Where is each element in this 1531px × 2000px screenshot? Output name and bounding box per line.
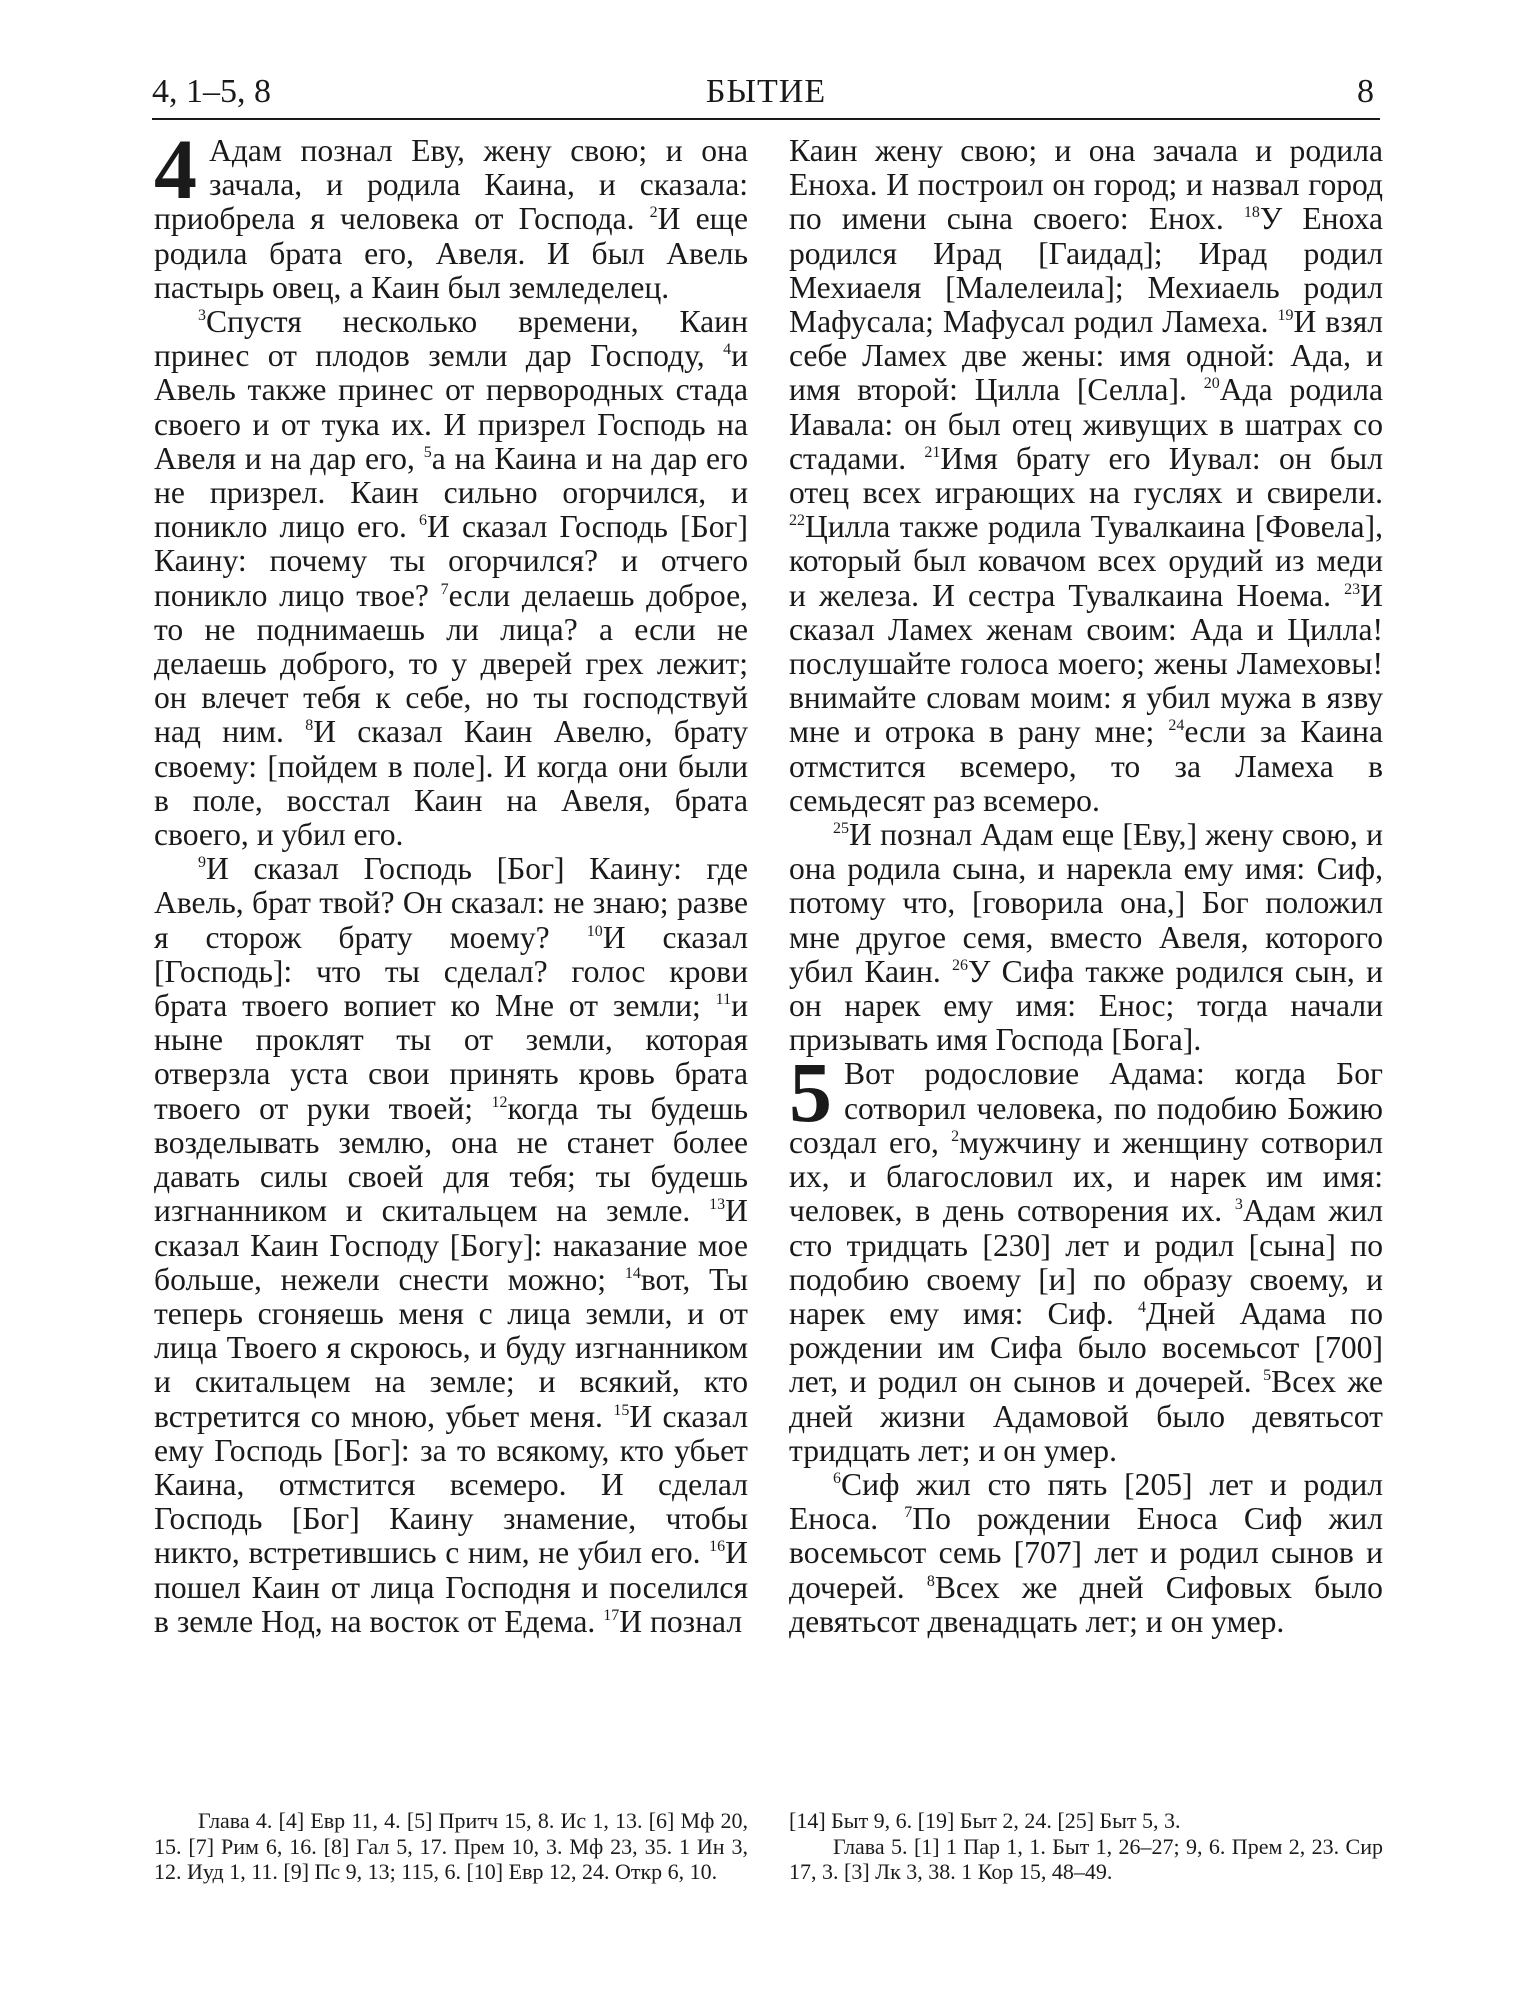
verse-number: 7	[440, 580, 449, 598]
verse-number: 19	[1277, 307, 1294, 325]
paragraph	[154, 305, 748, 852]
paragraph	[789, 1044, 1383, 1468]
verse-text: Сиф жил сто пять [205] лет и родил Еноса.	[789, 1466, 1383, 1537]
verse-text: По рождении Еноса Сиф жил восемьсот семь [707] лет и родил сынов и дочерей.	[789, 1501, 1383, 1605]
verse-text: И познал Адам еще [Еву,] жену свою, и она родила сына, и нарекла ему имя: Сиф, потому что, [говорила она,] Бог положил мне другое семя, вместо Авеля, которого убил Каин.	[789, 817, 1383, 989]
verse-text: И сказал [Господь]: что ты сделал? голос крови брата твоего вопиет ко Мне от земли;	[154, 919, 748, 1024]
verse-number: 14	[624, 1264, 641, 1282]
verse-number: 5	[423, 443, 432, 461]
right-text-column	[789, 134, 1383, 1639]
verse-text: Всех же дней жизни Адамовой было девятьсот тридцать лет; и он умер.	[789, 1364, 1383, 1468]
right-cross-references	[789, 1808, 1383, 1885]
verse-text: если за Каина отмстится всемеро, то за Ламеха в семьдесят раз всемеро.	[789, 714, 1383, 818]
verse-text: Ада родила Иавала: он был отец живущих в шатрах со стадами.	[789, 372, 1383, 476]
verse-text: Всех же дней Сифовых было девятьсот двенадцать лет; и он умер.	[789, 1569, 1383, 1639]
verse-number: 6	[833, 1469, 841, 1487]
verse-text: и ныне проклят ты от земли, которая отверзла уста свои принять кровь брата твоего от руки твоей;	[154, 988, 748, 1126]
verse-number: 2	[649, 204, 658, 222]
verse-text: И сказал ему Господь [Бог]: за то всякому, кто убьет Каина, отмстится всемеро. И сделал Господь [Бог] Каину знамение, чтобы никто, встретившись с ним, не убил его.	[154, 1398, 748, 1571]
verse-number: 6	[419, 512, 428, 530]
verse-number: 7	[904, 1504, 913, 1522]
verse-text: У Еноха родился Ирад [Гаидад]; Ирад родил Мехиаеля [Малелеила]; Мехиаель родил Мафусала; Мафусал родил Ламеха.	[789, 201, 1383, 340]
verse-text: мужчину и женщину сотворил их, и благословил их, и нарек им имя: человек, в день сотворения их.	[789, 1124, 1383, 1229]
verse-number: 5	[1263, 1367, 1272, 1385]
verse-text: Вот родословие Адама: когда Бог сотворил человека, по подобию Божию создал его,	[789, 1056, 1383, 1160]
verse-number: 3	[1234, 1196, 1243, 1214]
verse-text: Цилла также родила Тувалкаина [Фовела], который был ковачом всех орудий из меди и железа. И сестра Тувалкаина Ноема.	[789, 509, 1383, 613]
verse-text: У Сифа также родился сын, и он нарек ему имя: Енос; тогда начали призывать имя Господа [Бога].	[789, 953, 1383, 1058]
verse-text: вот, Ты теперь сгоняешь меня с лица земли, и от лица Твоего я скроюсь, и буду изгнанником и скитальцем на земле; и всякий, кто встретится со мною, убьет меня.	[154, 1261, 748, 1434]
verse-text: И еще родила брата его, Авеля. И был Авель пастырь овец, а Каин был земледелец.	[154, 201, 748, 305]
footnote-text: [14] Быт 9, 6. [19] Быт 2, 24. [25] Быт 5, 3.	[789, 1808, 1181, 1833]
verse-text: Каин жену свою; и она зачала и родила Еноха. И построил он город; и назвал город по имени сына своего: Енох.	[789, 133, 1383, 237]
verse-text: И познал	[619, 1603, 743, 1639]
verse-text: И сказал Господь [Бог] Каину: где Авель, брат твой? Он сказал: не знаю; разве я сторож брату моему?	[154, 851, 748, 955]
left-cross-references	[154, 1808, 748, 1885]
verse-number: 21	[924, 443, 941, 461]
verse-number: 16	[709, 1538, 726, 1556]
verse-number: 24	[1168, 717, 1185, 735]
verse-text: И сказал Господь [Бог] Каину: почему ты огорчился? и отчего поникло лицо твое?	[154, 509, 748, 613]
verse-number: 8	[926, 1572, 935, 1590]
verse-number: 9	[198, 854, 206, 872]
verse-text: И сказал Каин Авелю, брату своему: [пойдем в поле]. И когда они были в поле, восстал Каин на Авеля, брата своего, и убил его.	[154, 714, 748, 853]
page-number: 8	[1357, 73, 1374, 110]
verse-number: 11	[715, 991, 732, 1009]
verse-number: 12	[491, 1093, 508, 1111]
verse-text: И сказал Каин Господу [Богу]: наказание мое больше, нежели снести можно;	[154, 1193, 748, 1297]
verse-number: 4	[1137, 1298, 1146, 1316]
footnote-text: Глава 4. [4] Евр 11, 4. [5] Притч 15, 8. Ис 1, 13. [6] Мф 20, 15. [7] Рим 6, 16. [8] Гал 5, 17. Прем 10, 3. Мф 23, 35. 1 Ин 3, 12. Иуд 1, 11. [9] Пс 9, 13; 115, 6. [10] Евр 12, 24. Откр 6, 10.	[154, 1808, 748, 1884]
paragraph	[789, 134, 1383, 818]
verse-text: Адам жил сто тридцать [230] лет и родил [сына] по подобию своему [и] по образу своему, и нарек ему имя: Сиф.	[789, 1193, 1383, 1331]
paragraph	[154, 852, 748, 1639]
verse-number: 15	[613, 1401, 630, 1419]
paragraph	[789, 818, 1383, 1057]
verse-number: 10	[586, 922, 603, 940]
verse-number: 20	[1203, 375, 1220, 393]
verse-text: и Авель также принес от первородных стада своего и от тука их. И призрел Господь на Авеля и на дар его,	[154, 338, 748, 476]
verse-number: 23	[1344, 580, 1361, 598]
verse-number: 18	[1243, 204, 1260, 222]
verse-text: И взял себе Ламех две жены: имя одной: Ада, и имя второй: Цилла [Селла].	[789, 304, 1383, 408]
verse-text: а на Каина и на дар его не призрел. Каин сильно огорчился, и поникло лицо его.	[154, 440, 749, 545]
verse-number: 13	[709, 1196, 726, 1214]
verse-text: Спустя несколько времени, Каин принес от плодов земли дар Господу,	[154, 304, 748, 374]
book-title: БЫТИЕ	[705, 73, 827, 110]
verse-text: Дней Адама по рождении им Сифа было восемьсот [700] лет, и родил он сынов и дочерей.	[789, 1295, 1383, 1400]
verse-number: 2	[951, 1127, 960, 1145]
verse-text: Адам познал Еву, жену свою; и она зачала, и родила Каина, и сказала: приобрела я человека от Господа.	[154, 133, 748, 237]
chapter-verse-range: 4, 1–5, 8	[152, 73, 271, 110]
verse-text: Имя брату его Иувал: он был отец всех играющих на гуслях и свирели.	[789, 440, 1383, 511]
verse-number: 22	[789, 512, 805, 530]
footnote-text: Глава 5. [1] 1 Пар 1, 1. Быт 1, 26–27; 9, 6. Прем 2, 23. Сир 17, 3. [3] Лк 3, 38. 1 Кор 15, 48–49.	[789, 1833, 1383, 1884]
verse-number: 3	[198, 307, 206, 325]
left-text-column	[154, 121, 749, 1639]
paragraph	[789, 1468, 1383, 1639]
verse-number: 17	[603, 1606, 620, 1624]
chapter-number: 5	[789, 1044, 832, 1141]
verse-number: 26	[952, 956, 968, 974]
running-header	[152, 72, 1380, 120]
verse-text: И сказал Ламех женам своим: Ада и Цилла! послушайте голоса моего; жены Ламеховы! внимайте словам моим: я убил мужа в язву мне и отрока в рану мне;	[789, 577, 1383, 750]
paragraph	[154, 121, 748, 305]
verse-number: 4	[723, 341, 732, 359]
verse-text: И пошел Каин от лица Господня и поселился в земле Нод, на восток от Едема.	[154, 1535, 748, 1639]
verse-text: если делаешь доброе, то не поднимаешь ли лица? а если не делаешь доброго, то у дверей грех лежит; он влечет тебя к себе, но ты господствуй над ним.	[154, 577, 749, 750]
verse-text: когда ты будешь возделывать землю, она не станет более давать силы своей для тебя; ты будешь изгнанником и скитальцем на земле.	[154, 1090, 748, 1229]
verse-number: 25	[833, 820, 849, 838]
verse-number: 8	[305, 717, 314, 735]
chapter-number: 4	[154, 121, 197, 217]
